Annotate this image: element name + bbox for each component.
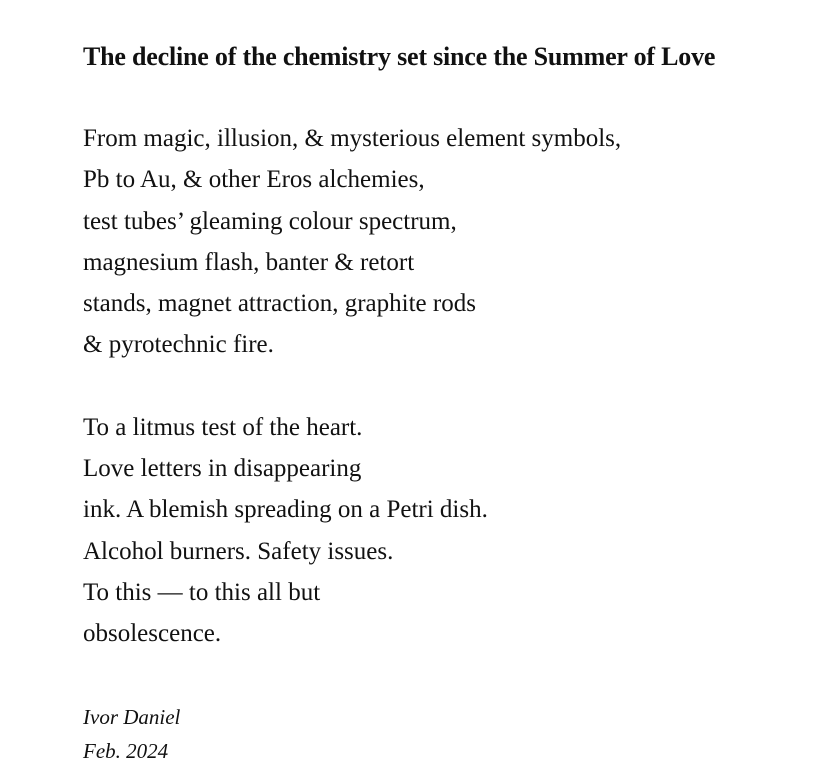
poem-line: test tubes’ gleaming colour spectrum, xyxy=(83,207,457,235)
poem-line: Pb to Au, & other Eros alchemies, xyxy=(83,166,425,194)
stanza-2 xyxy=(83,407,803,655)
poem-line: Love letters in disappearing xyxy=(83,455,362,483)
poem-line: To this — to this all but xyxy=(83,578,321,606)
poem-line: ink. A blemish spreading on a Petri dish. xyxy=(83,496,488,524)
poem-line: obsolescence. xyxy=(83,620,222,648)
poem-page xyxy=(83,38,803,768)
poem-line: magnesium flash, banter & retort xyxy=(83,248,415,276)
poem-line: & pyrotechnic fire. xyxy=(83,331,274,359)
poem-line: To a litmus test of the heart. xyxy=(83,413,363,441)
date: Feb. 2024 xyxy=(83,738,169,763)
stanza-1 xyxy=(83,118,803,366)
author-name: Ivor Daniel xyxy=(83,704,181,729)
poem-title: The decline of the chemistry set since the Summer of Love xyxy=(83,42,716,71)
poem-line: From magic, illusion, & mysterious element symbols, xyxy=(83,125,622,152)
signature-block xyxy=(83,700,803,768)
poem-line: Alcohol burners. Safety issues. xyxy=(83,537,394,565)
poem-line: stands, magnet attraction, graphite rods xyxy=(83,290,476,318)
